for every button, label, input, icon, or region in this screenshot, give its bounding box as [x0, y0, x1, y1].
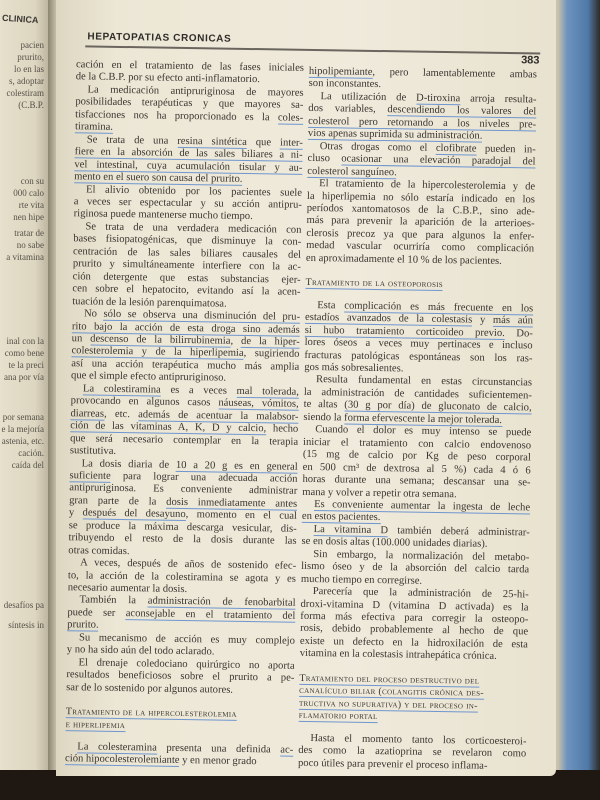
text-fragment: s, adoptar [9, 76, 44, 86]
text-run: y no ha sido aún del todo aclarado. [66, 644, 215, 658]
text-run: Otras drogas como el [319, 140, 436, 154]
text-run: es a veces [160, 384, 237, 397]
underlined-text: D-tiroxina [416, 92, 461, 105]
text-run: bases fisiopatogénicas, que disminuye la con- [73, 233, 302, 249]
text-run: iniciar el tratamiento con calcio endovenoso [303, 436, 532, 452]
underlined-text: descendiendo los valores del [387, 104, 537, 118]
underlined-text: fiere en la absorción de las sales biliares a ni- [74, 146, 303, 162]
underlined-text: ac- [280, 744, 294, 756]
paragraph [308, 91, 537, 144]
text-run: , sugiriendo [243, 348, 300, 361]
underlined-text: canalículo biliar (colangitis crónica des- [299, 685, 485, 700]
text-run: medad vascular ocurriría como complicación [306, 240, 535, 255]
running-head: HEPATOPATIAS CRONICAS [87, 31, 232, 45]
text-run: períodos xantomatosos de la C.B.P., sino ade- [306, 202, 535, 218]
text-run: la administración de cantidades suficientemen- [303, 386, 532, 402]
text-run: sar de lo sostenido por algunos autores. [66, 681, 234, 696]
text-run: más para prevenir la aparición de la arterioes- [306, 215, 535, 230]
text-fragment: rte vita [18, 200, 44, 210]
underlined-text: flamatorio portal [298, 710, 378, 723]
underlined-text: descenso de la bilirrubinemia [90, 333, 231, 347]
text-fragment: con su [20, 176, 44, 186]
text-run: son inconstantes. [308, 78, 382, 91]
paragraph [75, 84, 304, 137]
text-run: se produce la máxima descarga vesicular, dis- [68, 519, 297, 535]
text-run: también deberá administrar- [387, 525, 530, 539]
text-run: sustitutiva. [69, 445, 117, 457]
text-run: así una acción terapéutica mucho más amplia [71, 358, 300, 373]
text-run: El tratamiento de la hipercolesterolemia y de [319, 178, 536, 193]
text-column-left [65, 59, 304, 769]
text-run: para lograr una adecuada acción [110, 470, 298, 485]
text-run: provocando en algunos casos [70, 395, 219, 409]
paragraph [301, 549, 530, 590]
text-run: Sin embargo, la normalización del metabo- [313, 548, 530, 564]
underlined-text: diarreas [70, 407, 105, 420]
text-run: existe un defecto en la hidroxilación de esta [299, 635, 529, 651]
text-run: se en dosis altas (100.000 unidades diarias). [301, 536, 488, 551]
text-run: fracturas patológicas espontáneas son los ras- [304, 349, 533, 364]
text-fragment: síntesis in [8, 620, 44, 630]
underlined-text: mento en el suero son causa del prurito. [74, 171, 243, 185]
text-run: to, la acción de la colestiramina se agota y es [67, 569, 297, 585]
text-run: hecho [266, 423, 299, 435]
paragraph [300, 586, 529, 664]
paragraph [302, 424, 531, 502]
section-heading [299, 673, 528, 726]
underlined-text: más aún [492, 314, 534, 327]
text-run: Su mecanismo de acción es muy complejo [78, 632, 296, 647]
underlined-text: tiramina. [74, 121, 114, 134]
text-fragment: tratar de [14, 228, 44, 238]
underlined-text: Tratamiento de la osteoporosis [305, 277, 444, 291]
underlined-text: La colesteramina [77, 741, 157, 754]
text-run: También la [79, 594, 148, 607]
paragraph [66, 657, 295, 698]
text-run: y [472, 314, 494, 326]
text-run: Parecería que la administración de 25-hi- [312, 586, 529, 601]
text-line [299, 710, 527, 726]
paragraph [72, 221, 301, 312]
text-run: vitamina en la colestasis intrahepática crónica. [299, 648, 497, 663]
text-column-right [298, 66, 537, 774]
text-run: cación en el tratamiento de las fases iniciales [75, 59, 305, 74]
paragraph [301, 524, 529, 552]
text-run: que [246, 136, 281, 149]
paragraph [304, 300, 533, 378]
text-run: Cuando el dolor es muy intenso se puede [315, 424, 532, 439]
text-fragment: a vitamina [6, 252, 44, 262]
paragraph [76, 59, 304, 87]
text-run: rosis, debido probablemente al hecho de que [300, 623, 529, 638]
underlined-text: si hubo tratamiento corticoideo previo. [304, 324, 505, 339]
text-run: necesario aumentar la dosis. [67, 582, 188, 596]
text-run: resultados beneficiosos sobre el prurito a pe- [66, 669, 295, 684]
text-fragment: ana por vía [4, 372, 44, 382]
paragraph [68, 458, 298, 561]
text-run: tribuyendo el resto de la dosis durante las [68, 532, 297, 547]
left-running-head: CLINICA [1, 12, 39, 26]
text-run: forma más efectiva para corregir la osteopo- [300, 610, 529, 626]
text-fragment: por semana [2, 412, 44, 422]
underlined-text: colesterol pero retornando a los niveles pre- [308, 115, 537, 131]
underlined-text: ción hipocolesterolemiante [64, 753, 180, 767]
text-run: tuación de la lesión parenquimatosa. [72, 295, 227, 310]
text-run: prurito y simultáneamente interfiere con la ac- [72, 258, 301, 274]
facing-page-left [0, 0, 50, 770]
text-run: mana y volver a repetir otra semana. [302, 486, 457, 500]
text-run: de la C.B.P. por su efecto anti-inflamatorio. [75, 71, 261, 86]
text-fragment: 000 calo [13, 188, 44, 198]
underlined-text: ocasionar una elevación paradojal del [341, 153, 536, 168]
underlined-text: mal tolerada, [236, 385, 299, 398]
underlined-text: hipolipemiante [308, 65, 373, 78]
paragraph [309, 66, 537, 94]
underlined-text: además de acentuar la malabsor- [138, 408, 299, 423]
text-fragment: e la mejoría [1, 424, 44, 434]
paragraph [65, 741, 293, 769]
page-content [48, 0, 550, 788]
header-rule [85, 45, 540, 54]
text-run: lismo óseo y de la absorción del calcio tarda [301, 561, 530, 576]
text-run: gos más sobresalientes. [304, 361, 404, 375]
underlined-text: sólo se observa una disminución del pru- [103, 308, 301, 323]
text-run: tisfacciones nos ha proporcionado es la [75, 109, 278, 124]
underlined-text: 10 a 20 g es en general [175, 459, 298, 473]
text-fragment: prurito, [17, 52, 44, 62]
text-fragment: colestiram [6, 88, 44, 98]
text-run: Se trata de una [86, 134, 178, 147]
text-fragment: pacien [20, 40, 44, 50]
text-run: en 500 cm³ de dextrosa al 5 %) cada 4 ó 6 [302, 461, 531, 477]
text-fragment: desafíos pa [3, 600, 44, 610]
underlined-text: aconsejable en el tratamiento del [125, 608, 296, 622]
text-run: que el simple efecto antipruriginoso. [71, 370, 227, 384]
paragraph [306, 178, 535, 269]
text-run: La medicación antipruriginosa de mayores [87, 84, 304, 99]
text-run: A veces, después de años de sostenido efec- [80, 557, 297, 572]
underlined-text: Tratamiento del proceso destructivo del [299, 672, 480, 687]
text-run: cluso [307, 153, 342, 165]
text-run: La dosis diaria de [81, 457, 176, 471]
text-run: y en menor grado [179, 755, 257, 768]
paragraph [307, 141, 536, 182]
text-fragment: no sabe [16, 240, 44, 250]
text-run: te altas [303, 399, 345, 411]
text-run: presenta una definida [156, 742, 281, 756]
text-run: El alivio obtenido por los pacientes suele [85, 183, 303, 199]
text-run: Do- [504, 327, 533, 340]
text-fragment: astenia, etc. [1, 436, 44, 446]
text-line [66, 719, 294, 735]
paragraph [67, 632, 295, 660]
text-fragment: inal con la [6, 336, 44, 346]
text-run: (15 mg de calcio por Kg de peso corporal [302, 449, 531, 464]
text-run: siendo la [303, 411, 345, 424]
text-run: la hiperlipemia no sólo estaría indicado en los [306, 190, 536, 206]
underlined-text: después del desayuno [82, 507, 186, 521]
text-run: riginosa puede mantenerse mucho tiempo. [73, 208, 253, 223]
underlined-text: (30 g por día) de gluconato de calcio, [344, 399, 532, 414]
text-run: y [68, 507, 83, 519]
paragraph [70, 383, 299, 461]
underlined-text: dosis inmediatamente antes [166, 496, 298, 510]
underlined-text: vios apenas suprimida su administración. [307, 128, 483, 142]
text-run: un [71, 333, 91, 345]
text-run: des como la azatioprina se revelaron como [298, 744, 527, 760]
text-fragment: como bene [4, 348, 44, 358]
text-run: Se trata de una verdadera medicación con [85, 221, 302, 236]
text-fragment: te la preci [8, 360, 44, 370]
text-run: , momento en el cual [185, 509, 298, 523]
section-heading [305, 277, 533, 293]
text-run: La utilización de [320, 91, 417, 104]
underlined-text: Es conveniente aumentar la ingesta de leche [314, 499, 531, 514]
text-run: dos variables, [308, 103, 388, 116]
text-run: que será necesario contemplar en la terapia [70, 432, 299, 448]
text-line [305, 277, 533, 293]
text-run: Esta [317, 299, 345, 312]
text-run: otras comidas. [68, 544, 130, 557]
text-run: , [230, 335, 242, 347]
underlined-text: coles- [277, 112, 304, 124]
section-heading [66, 706, 294, 734]
text-run: No [83, 308, 104, 320]
text-run: El drenaje coledociano quirúrgico no aporta [78, 657, 295, 672]
text-fragment: cación. [18, 448, 44, 458]
text-fragment: lo en las [14, 64, 44, 74]
text-run: ción detergente que estas substancias ejer- [72, 270, 301, 286]
underlined-text: e hiperlipemia [65, 718, 126, 731]
text-line [306, 253, 534, 269]
paragraph [74, 134, 303, 187]
underlined-text: vel intestinal, cuya acumulación tisular y au- [74, 158, 303, 174]
text-run: lores óseos a veces muy pertinaces e incluso [304, 336, 533, 352]
text-run: centración de las sales biliares causales del [72, 246, 302, 261]
text-line [300, 648, 528, 664]
paragraph [302, 499, 530, 527]
text-fragment: (C.B.P. [18, 100, 44, 110]
text-run: clerosis precoz ya que para algunos la enfer- [306, 227, 535, 243]
text-run: a veces ser espectacular y su acción antipru- [73, 196, 302, 211]
text-fragment: caída del [11, 460, 44, 470]
underlined-text: prurito. [67, 619, 99, 632]
paragraph [71, 308, 300, 386]
underlined-text: rito bajo la acción de esta droga sino además [71, 320, 300, 336]
paragraph [303, 374, 532, 427]
underlined-text: clofibrate [435, 142, 477, 155]
text-run: pueden in- [476, 143, 536, 156]
underlined-text: administración de fenobarbital [147, 595, 296, 610]
underlined-text: ción de las vitaminas A, K, D y calcio, [70, 420, 267, 435]
text-run: antipruriginosa. Es conveniente administrar [69, 482, 298, 498]
text-run: droxi-vitamina D (vitamina D activada) es la [300, 598, 529, 614]
underlined-text: colesterol sanguíneo. [307, 165, 397, 178]
text-run: en aproximadamente el 10 % de los pacientes. [305, 252, 502, 267]
text-run: mucho tiempo en corregirse. [300, 573, 423, 587]
underlined-text: Tratamiento de la hipercolesterolemia [65, 706, 237, 720]
underlined-text: de la hiper- [240, 335, 300, 348]
text-run: horas durante una semana; descansar una se- [302, 473, 531, 489]
text-run: , etc. [103, 408, 139, 420]
text-run: Resulta fundamental en estas circunstancias [315, 374, 533, 389]
underlined-text: forma efervescente la mejor tolerada. [343, 412, 503, 426]
underlined-text: colesterolemia y de la hiperlipemia [71, 345, 244, 360]
text-run: puede ser [67, 607, 126, 620]
underlined-text: estadíos avanzados de la colestasis [304, 312, 473, 326]
text-run: cen sobre el hepatocito, evitando así la acen- [72, 283, 301, 298]
text-run: posibilidades terapéuticas y que mayores sa- [75, 96, 304, 112]
underlined-text: inter- [279, 137, 303, 149]
text-run: arroja resulta- [460, 93, 537, 106]
paragraph [74, 184, 303, 225]
underlined-text: La colestiramina [82, 383, 161, 396]
underlined-text: en estos pacientes. [301, 511, 381, 524]
underlined-text: tructiva no supurativa) y del proceso in- [298, 697, 478, 712]
underlined-text: complicación es más frecuente en los [344, 300, 534, 315]
underlined-text: resina sintética [177, 135, 247, 148]
paragraph [298, 732, 527, 773]
text-run: Hasta el momento tanto los corticoesteroi- [310, 732, 527, 748]
text-fragment: nen hipe [13, 212, 44, 222]
underlined-text: náuseas, vómitos, [218, 397, 299, 411]
page-number: 383 [521, 54, 540, 67]
text-run: poco útiles para prevenir el proceso inflama- [297, 757, 488, 772]
underlined-text: suficiente [69, 470, 111, 482]
paragraph [68, 557, 297, 598]
underlined-text: La vitamina D [313, 523, 389, 537]
text-run: gran parte de la [69, 495, 167, 508]
paragraph [67, 595, 296, 636]
text-run: , pero lamentablemente ambas [372, 66, 537, 81]
